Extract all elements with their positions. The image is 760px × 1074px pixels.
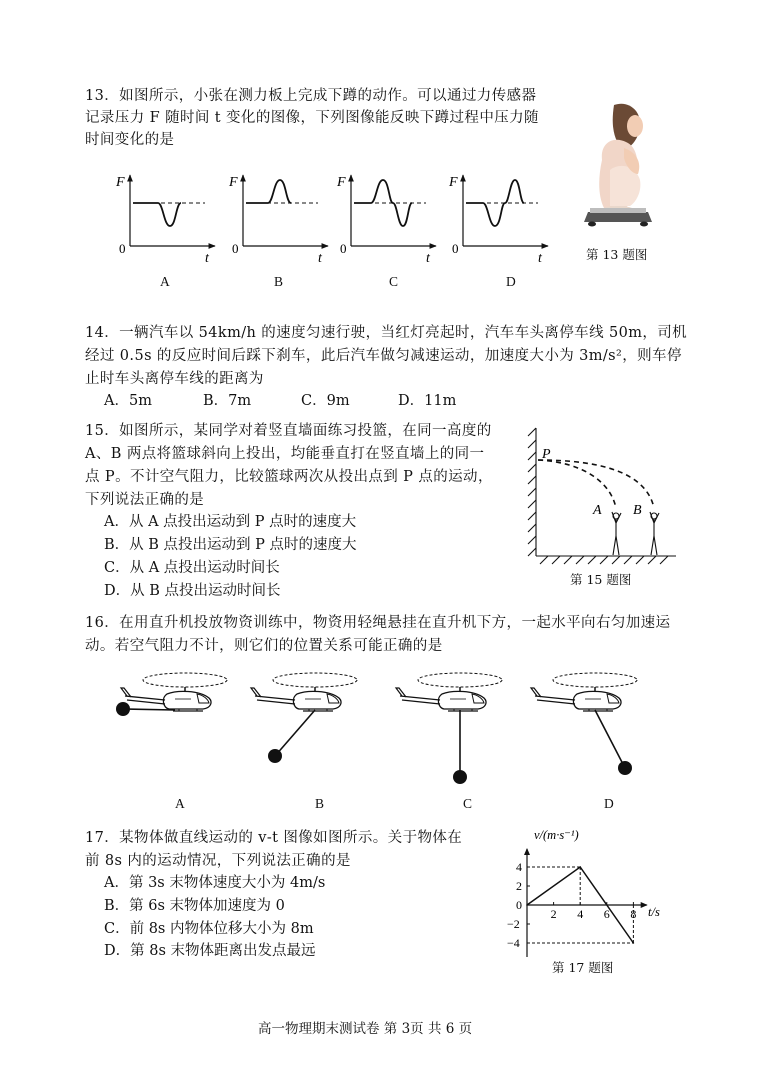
- q16-label-d: D: [604, 796, 614, 811]
- q15-thrower-b: [650, 512, 659, 555]
- q17-option-a: A．第 3s 末物体速度大小为 4m/s: [104, 875, 326, 891]
- q17-option-d: D．第 8s 末物体距离出发点最远: [104, 943, 316, 959]
- vt-y-arrow: [524, 848, 530, 855]
- q14-option-d: D．11m: [398, 393, 457, 409]
- q16-stem-line-2: 动。若空气阻力不计，则它们的位置关系可能正确的是: [85, 638, 443, 654]
- vt-x-tick-label: 2: [550, 907, 557, 921]
- q14-option-b: B．7m: [203, 393, 252, 409]
- q14-stem-line-2: 经过 0.5s 的反应时间后踩下刹车，此后汽车做匀减速运动，加速度大小为 3m/s²，则车停: [85, 348, 682, 364]
- q15-option-b: B．从 B 点投出运动到 P 点时的速度大: [104, 537, 357, 553]
- q13-stem-line-2: 记录压力 F 随时间 t 变化的图像，下列图像能反映下蹲过程中压力随: [85, 110, 539, 126]
- vt-x-tick-label: 6: [603, 907, 610, 921]
- q16-label-c: C: [463, 796, 473, 811]
- q13-graph-b: [228, 175, 328, 266]
- q13-a-axis-f: F: [116, 175, 125, 190]
- q14-option-c: C．9m: [301, 393, 350, 409]
- q14-stem-line-3: 止时车头离停车线的距离为: [85, 371, 264, 387]
- q15-wall-figure: [520, 420, 680, 570]
- q13-graph-a: [115, 175, 215, 266]
- q15-label-b: B: [633, 503, 642, 518]
- q17-chart-ylabel: v/(m·s⁻¹): [534, 828, 579, 842]
- q15-stem-line-1: 15．如图所示，某同学对着竖直墙面练习投篮，在同一高度的: [85, 423, 492, 439]
- q16-label-a: A: [175, 796, 185, 811]
- q13-stem-line-3: 时间变化的是: [85, 132, 175, 148]
- q16-diagram-d: [531, 673, 637, 775]
- q14-option-a: A．5m: [104, 393, 152, 409]
- vt-y-tick-label: 4: [516, 860, 522, 874]
- q17-stem-line-2: 前 8s 内的运动情况，下列说法正确的是: [85, 853, 351, 869]
- q16-helicopter-diagrams: [0, 660, 760, 800]
- q13-b-axis-f: F: [229, 175, 238, 190]
- q17-option-b: B．第 6s 末物体加速度为 0: [104, 898, 285, 914]
- q13-label-d: D: [506, 274, 516, 289]
- vt-data-point: [579, 866, 581, 868]
- q17-stem-line-1: 17．某物体做直线运动的 v-t 图像如图所示。关于物体在: [85, 830, 463, 846]
- vt-data-point: [526, 904, 528, 906]
- q13-a-axis-t: t: [205, 251, 209, 266]
- q15-stem-line-2: A、B 两点将篮球斜向上投出，均能垂直打在竖直墙上的同一: [85, 446, 485, 462]
- vt-x-tick-label: 0: [516, 898, 522, 912]
- vt-y-tick-label: −2: [507, 917, 520, 931]
- q15-label-a: A: [593, 503, 602, 518]
- q15-stem-line-3: 点 P。不计空气阻力，比较篮球两次从投出点到 P 点的运动，: [85, 469, 493, 485]
- q16-label-b: B: [315, 796, 325, 811]
- q13-label-b: B: [274, 274, 284, 289]
- q13-stem-line-1: 13．如图所示，小张在测力板上完成下蹲的动作。可以通过力传感器: [85, 88, 537, 104]
- q13-d-axis-t: t: [538, 251, 542, 266]
- q15-floor-hatch: [536, 556, 676, 564]
- q16-diagram-a: [116, 673, 227, 716]
- q13-label-a: A: [160, 274, 170, 289]
- q13-b-origin: 0: [232, 241, 239, 256]
- vt-x-tick-label: 8: [630, 907, 637, 921]
- q13-graph-c: [336, 175, 436, 266]
- vt-y-tick-label: −4: [507, 936, 520, 950]
- q16-stem-line-1: 16．在用直升机投放物资训练中，物资用轻绳悬挂在直升机下方，一起水平向右匀加速运: [85, 615, 671, 631]
- q15-trajectory-b: [538, 460, 654, 508]
- q13-squatting-girl-photo: [580, 100, 660, 230]
- q13-b-axis-t: t: [318, 251, 322, 266]
- vt-x-arrow: [641, 902, 648, 908]
- vt-y-tick-label: 2: [516, 879, 522, 893]
- page-footer: 高一物理期末测试卷 第 3页 共 6 页: [258, 1021, 473, 1037]
- q15-label-p: P: [542, 447, 551, 462]
- q16-diagram-b: [251, 673, 357, 763]
- q17-vt-chart: [500, 825, 680, 960]
- q13-label-c: C: [389, 274, 399, 289]
- q13-graph-d: [448, 175, 548, 266]
- q15-option-d: D．从 B 点投出运动时间长: [104, 583, 281, 599]
- q13-c-origin: 0: [340, 241, 347, 256]
- q17-caption: 第 17 题图: [552, 960, 614, 975]
- q15-thrower-a: [612, 512, 621, 555]
- q15-caption: 第 15 题图: [570, 572, 632, 587]
- q13-d-axis-f: F: [449, 175, 458, 190]
- q17-chart-xlabel: t/s: [648, 905, 660, 919]
- q17-option-c: C．前 8s 内物体位移大小为 8m: [104, 921, 314, 937]
- q13-d-origin: 0: [452, 241, 459, 256]
- q15-stem-line-4: 下列说法正确的是: [85, 492, 205, 508]
- vt-x-tick-label: 4: [577, 907, 584, 921]
- q13-c-axis-t: t: [426, 251, 430, 266]
- q15-wall-hatch: [528, 428, 536, 556]
- vt-data-point: [633, 942, 635, 944]
- q14-stem-line-1: 14．一辆汽车以 54km/h 的速度匀速行驶，当红灯亮起时，汽车车头离停车线 50m，司机: [85, 325, 688, 341]
- q13-a-origin: 0: [119, 241, 126, 256]
- q15-option-a: A．从 A 点投出运动到 P 点时的速度大: [104, 514, 357, 530]
- q16-diagram-c: [396, 673, 502, 784]
- q13-photo-caption: 第 13 题图: [586, 247, 648, 262]
- q15-option-c: C．从 A 点投出运动时间长: [104, 560, 280, 576]
- q13-c-axis-f: F: [337, 175, 346, 190]
